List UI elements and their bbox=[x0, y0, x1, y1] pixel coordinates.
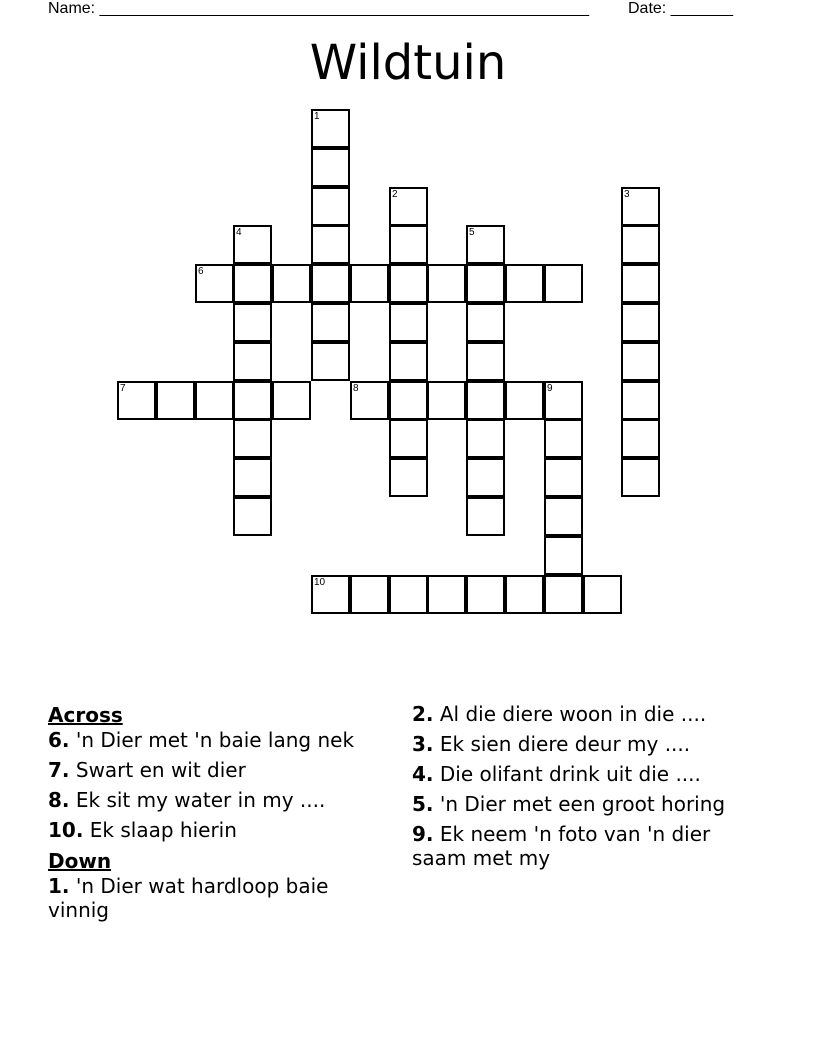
crossword-cell[interactable] bbox=[233, 225, 272, 264]
crossword-cell[interactable] bbox=[505, 264, 544, 303]
crossword-cell[interactable] bbox=[621, 264, 660, 303]
crossword-cell[interactable] bbox=[621, 419, 660, 458]
crossword-cell[interactable] bbox=[389, 187, 428, 226]
clue-across-6 bbox=[48, 728, 388, 752]
crossword-cell[interactable] bbox=[389, 575, 428, 614]
crossword-cell[interactable] bbox=[311, 303, 350, 342]
crossword-cell[interactable] bbox=[427, 264, 466, 303]
crossword-cell[interactable] bbox=[350, 575, 389, 614]
crossword-cell[interactable] bbox=[466, 381, 505, 420]
cell-number: 1 bbox=[314, 111, 320, 122]
crossword-cell[interactable] bbox=[389, 419, 428, 458]
crossword-cell[interactable] bbox=[117, 381, 156, 420]
clues-column-left bbox=[48, 702, 388, 928]
crossword-cell[interactable] bbox=[389, 264, 428, 303]
crossword-cell[interactable] bbox=[466, 342, 505, 381]
crossword-cell[interactable] bbox=[583, 575, 622, 614]
clue-across-7 bbox=[48, 758, 388, 782]
crossword-cell[interactable] bbox=[505, 381, 544, 420]
clue-across-10 bbox=[48, 818, 388, 842]
crossword-cell[interactable] bbox=[466, 303, 505, 342]
crossword-cell[interactable] bbox=[233, 264, 272, 303]
crossword-cell[interactable] bbox=[621, 225, 660, 264]
crossword-cell[interactable] bbox=[466, 575, 505, 614]
crossword-cell[interactable] bbox=[427, 575, 466, 614]
crossword-cell[interactable] bbox=[544, 497, 583, 536]
clue-text: Ek sit my water in my .... bbox=[69, 788, 326, 812]
name-line: Name: _______________________________________________________ bbox=[48, 0, 589, 17]
clue-number: 3. bbox=[412, 732, 434, 756]
clue-text: Ek neem 'n foto van 'n dier saam met my bbox=[412, 822, 711, 870]
clue-text: Ek sien diere deur my .... bbox=[433, 732, 691, 756]
crossword-cell[interactable] bbox=[427, 381, 466, 420]
crossword-cell[interactable] bbox=[233, 342, 272, 381]
crossword-cell[interactable] bbox=[311, 575, 350, 614]
crossword-cell[interactable] bbox=[544, 458, 583, 497]
crossword-cell[interactable] bbox=[389, 458, 428, 497]
crossword-cell[interactable] bbox=[544, 536, 583, 575]
crossword-cell[interactable] bbox=[389, 303, 428, 342]
crossword-cell[interactable] bbox=[389, 225, 428, 264]
crossword-cell[interactable] bbox=[466, 225, 505, 264]
clue-number: 5. bbox=[412, 792, 434, 816]
clue-down-9 bbox=[412, 822, 752, 870]
clue-down-3 bbox=[412, 732, 752, 756]
crossword-cell[interactable] bbox=[195, 264, 234, 303]
crossword-cell[interactable] bbox=[311, 148, 350, 187]
crossword-cell[interactable] bbox=[233, 419, 272, 458]
cell-number: 5 bbox=[469, 227, 475, 238]
clue-number: 7. bbox=[48, 758, 70, 782]
clue-text: Die olifant drink uit die .... bbox=[433, 762, 701, 786]
clue-across-8 bbox=[48, 788, 388, 812]
crossword-cell[interactable] bbox=[466, 419, 505, 458]
cell-number: 6 bbox=[198, 266, 204, 277]
down-heading: Down bbox=[48, 849, 112, 873]
crossword-cell[interactable] bbox=[311, 264, 350, 303]
cell-number: 7 bbox=[120, 383, 126, 394]
crossword-cell[interactable] bbox=[544, 381, 583, 420]
cell-number: 2 bbox=[392, 189, 398, 200]
clue-number: 4. bbox=[412, 762, 434, 786]
crossword-cell[interactable] bbox=[195, 381, 234, 420]
clue-number: 2. bbox=[412, 702, 434, 726]
crossword-cell[interactable] bbox=[466, 497, 505, 536]
clue-number: 10. bbox=[48, 818, 84, 842]
clue-text: 'n Dier wat hardloop baie vinnig bbox=[48, 874, 329, 922]
clue-text: Swart en wit dier bbox=[69, 758, 246, 782]
crossword-cell[interactable] bbox=[505, 575, 544, 614]
crossword-cell[interactable] bbox=[311, 109, 350, 148]
clue-down-5 bbox=[412, 792, 752, 816]
crossword-cell[interactable] bbox=[350, 381, 389, 420]
clue-number: 9. bbox=[412, 822, 434, 846]
across-heading: Across bbox=[48, 703, 123, 727]
crossword-cell[interactable] bbox=[272, 264, 311, 303]
crossword-cell[interactable] bbox=[233, 303, 272, 342]
puzzle-title: Wildtuin bbox=[309, 35, 507, 91]
crossword-cell[interactable] bbox=[233, 381, 272, 420]
clue-text: Al die diere woon in die .... bbox=[433, 702, 707, 726]
crossword-cell[interactable] bbox=[272, 381, 311, 420]
crossword-cell[interactable] bbox=[389, 342, 428, 381]
clue-text: 'n Dier met 'n baie lang nek bbox=[69, 728, 355, 752]
clue-text: 'n Dier met een groot horing bbox=[433, 792, 726, 816]
clue-number: 6. bbox=[48, 728, 70, 752]
crossword-cell[interactable] bbox=[466, 458, 505, 497]
crossword-cell[interactable] bbox=[621, 187, 660, 226]
cell-number: 9 bbox=[547, 383, 553, 394]
crossword-cell[interactable] bbox=[350, 264, 389, 303]
cell-number: 8 bbox=[353, 383, 359, 394]
crossword-cell[interactable] bbox=[389, 381, 428, 420]
crossword-cell[interactable] bbox=[311, 187, 350, 226]
clue-number: 1. bbox=[48, 874, 70, 898]
cell-number: 3 bbox=[624, 189, 630, 200]
crossword-cell[interactable] bbox=[233, 458, 272, 497]
crossword-cell[interactable] bbox=[233, 497, 272, 536]
clue-down-1 bbox=[48, 874, 388, 922]
crossword-cell[interactable] bbox=[621, 303, 660, 342]
clues-column-right bbox=[412, 702, 752, 876]
cell-number: 4 bbox=[236, 227, 242, 238]
clue-down-4 bbox=[412, 762, 752, 786]
crossword-cell[interactable] bbox=[311, 225, 350, 264]
cell-number: 10 bbox=[314, 577, 326, 588]
crossword-cell[interactable] bbox=[544, 264, 583, 303]
date-line: Date: _______ bbox=[628, 0, 733, 17]
crossword-cell[interactable] bbox=[621, 381, 660, 420]
crossword-cell[interactable] bbox=[544, 575, 583, 614]
crossword-cell[interactable] bbox=[311, 342, 350, 381]
crossword-cell[interactable] bbox=[621, 342, 660, 381]
clue-number: 8. bbox=[48, 788, 70, 812]
crossword-cell[interactable] bbox=[544, 419, 583, 458]
crossword-cell[interactable] bbox=[621, 458, 660, 497]
clue-text: Ek slaap hierin bbox=[83, 818, 237, 842]
clue-down-2 bbox=[412, 702, 752, 726]
crossword-cell[interactable] bbox=[156, 381, 195, 420]
crossword-cell[interactable] bbox=[466, 264, 505, 303]
